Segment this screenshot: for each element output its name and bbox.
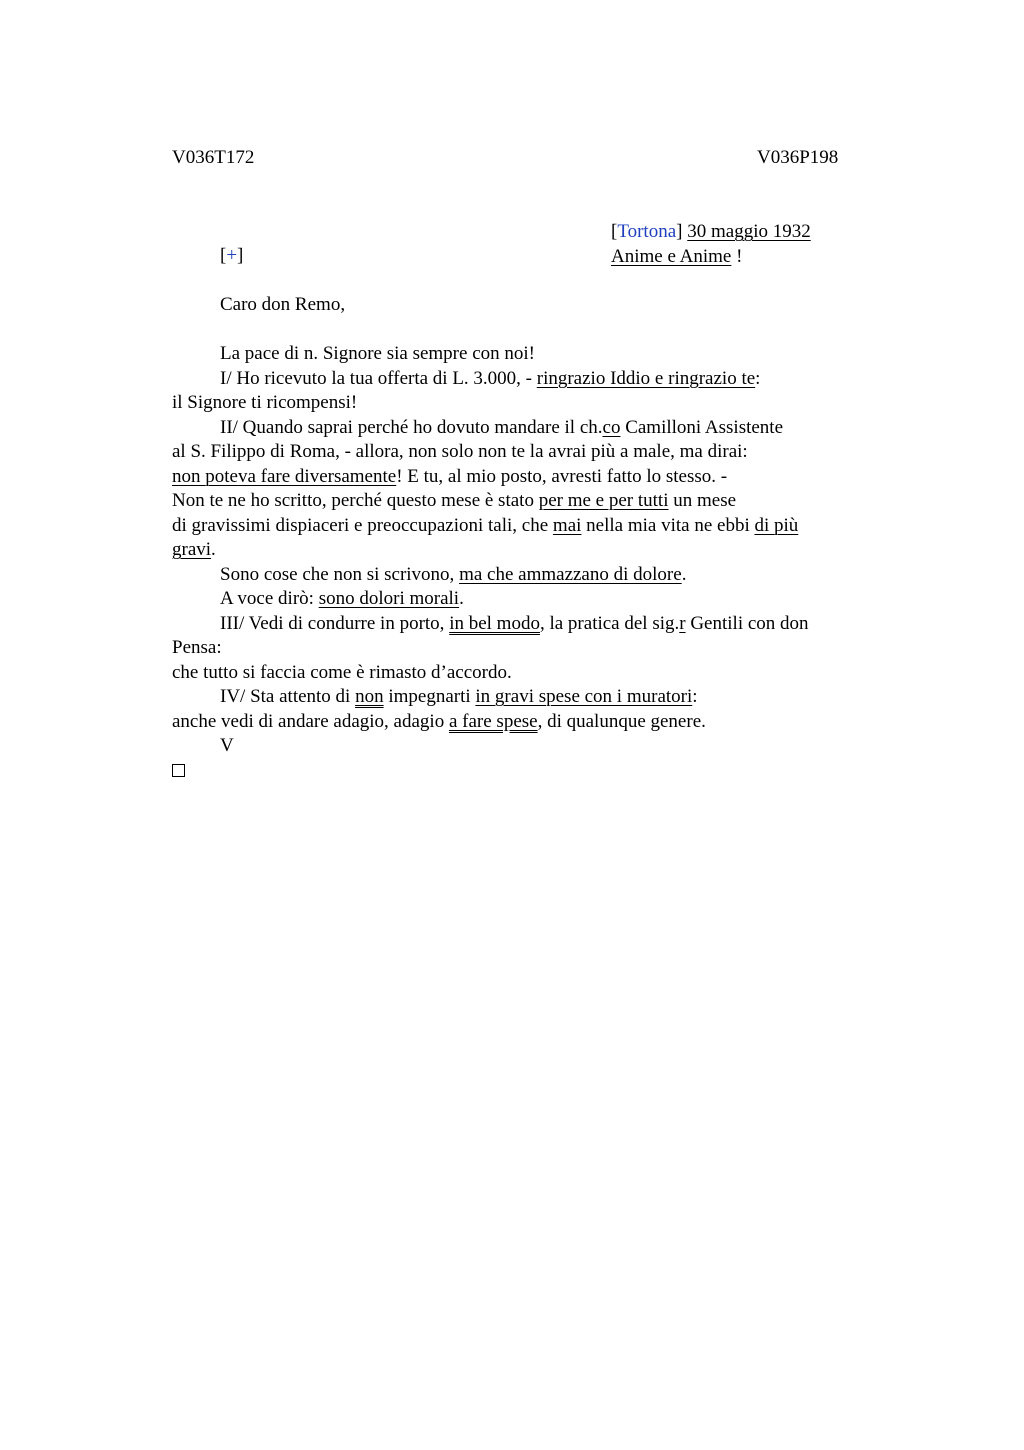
paragraph-2-line-3 (172, 465, 872, 490)
paragraph-7: V (220, 735, 234, 756)
text-run: . (211, 539, 216, 560)
text-run: Non te ne ho scritto, perché questo mese è stato (172, 490, 539, 511)
text-run: nella mia vita ne ebbi (581, 514, 755, 536)
paragraph-1-line-1 (172, 367, 872, 392)
underlined-text: ma che ammazzano di dolore (459, 563, 682, 585)
paragraph-2-line-5 (172, 514, 872, 539)
paragraph-5-line-1 (172, 612, 872, 637)
double-underlined-text: in bel modo (449, 612, 540, 634)
bracket-open: [ (611, 221, 618, 242)
paragraph-2-line-1 (172, 416, 872, 441)
cross-bracket-open: [ (220, 245, 227, 266)
paragraph-2-line-4 (172, 489, 872, 514)
double-underlined-text: a fare spese (448, 710, 538, 732)
cross-mark (220, 244, 243, 269)
text-run: II/ Quando saprai perché ho dovuto mandare il ch. (220, 416, 603, 438)
underlined-text: in gravi spese con i muratori (475, 686, 693, 707)
text-run: : (692, 686, 698, 707)
motto: Anime e Anime (611, 245, 732, 267)
dateline (611, 220, 811, 269)
paragraph-6-line-1 (172, 685, 872, 710)
text-run: : (755, 367, 761, 389)
paragraph-5-line-2: Pensa: (172, 637, 222, 658)
paragraph-5-line-3: che tutto si faccia come è rimasto d’accordo. (172, 661, 512, 683)
paragraph-1-line-2: il Signore ti ricompensi! (172, 392, 358, 413)
underlined-text: ringrazio Iddio e ringrazio te (536, 367, 756, 389)
text-run: impegnarti (383, 686, 476, 707)
underlined-text: r (679, 612, 686, 634)
cross-bracket-close: ] (237, 245, 244, 266)
greeting: La pace di n. Signore sia sempre con noi! (220, 343, 535, 364)
text-run: I/ Ho ricevuto la tua offerta di L. 3.000, - (220, 367, 537, 389)
text-run: III/ Vedi di condurre in porto, (220, 612, 450, 634)
double-underlined-text: non (355, 686, 384, 707)
cross-symbol: + (226, 245, 238, 266)
text-run: . (459, 588, 464, 609)
checkbox-line (172, 759, 872, 784)
underlined-text: di più (754, 514, 799, 536)
salutation: Caro don Remo, (220, 294, 346, 315)
underlined-text: co (602, 416, 621, 438)
motto-end: ! (731, 245, 743, 267)
text-run: ! E tu, al mio posto, avresti fatto lo stesso. - (396, 465, 728, 487)
underlined-text: non poteva fare diversamente (172, 465, 397, 487)
text-run: anche vedi di andare adagio, adagio (172, 710, 449, 732)
letter-date: 30 maggio 1932 (687, 221, 811, 242)
text-run: . (681, 563, 687, 585)
place-name: Tortona (617, 221, 677, 242)
underlined-text: gravi (172, 539, 212, 560)
text-run: , di qualunque genere. (537, 710, 706, 732)
paragraph-4 (172, 587, 872, 612)
text-run: A voce dirò: (220, 588, 319, 609)
underlined-text: sono dolori morali (318, 588, 460, 609)
text-run: Camilloni Assistente (620, 416, 784, 438)
paragraph-6-line-2 (172, 710, 872, 735)
text-run: IV/ Sta attento di (220, 686, 356, 707)
text-run: di gravissimi dispiaceri e preoccupazioni tali, che (172, 514, 553, 536)
text-run: Gentili con don (685, 612, 809, 634)
paragraph-2-line-2: al S. Filippo di Roma, - allora, non solo non te la avrai più a male, ma dirai: (172, 441, 748, 462)
document-code-right: V036P198 (757, 147, 839, 168)
document-code-left: V036T172 (172, 147, 255, 168)
text-run: un mese (668, 490, 737, 511)
underlined-text: mai (552, 514, 582, 536)
paragraph-3 (172, 563, 872, 588)
text-run: , la pratica del sig. (539, 612, 680, 634)
bracket-close: ] (676, 221, 683, 242)
paragraph-2-line-6 (172, 538, 872, 563)
text-run: Sono cose che non si scrivono, (220, 563, 460, 585)
letter-body (172, 293, 872, 783)
checkbox-icon (172, 764, 185, 777)
underlined-text: per me e per tutti (538, 490, 669, 511)
